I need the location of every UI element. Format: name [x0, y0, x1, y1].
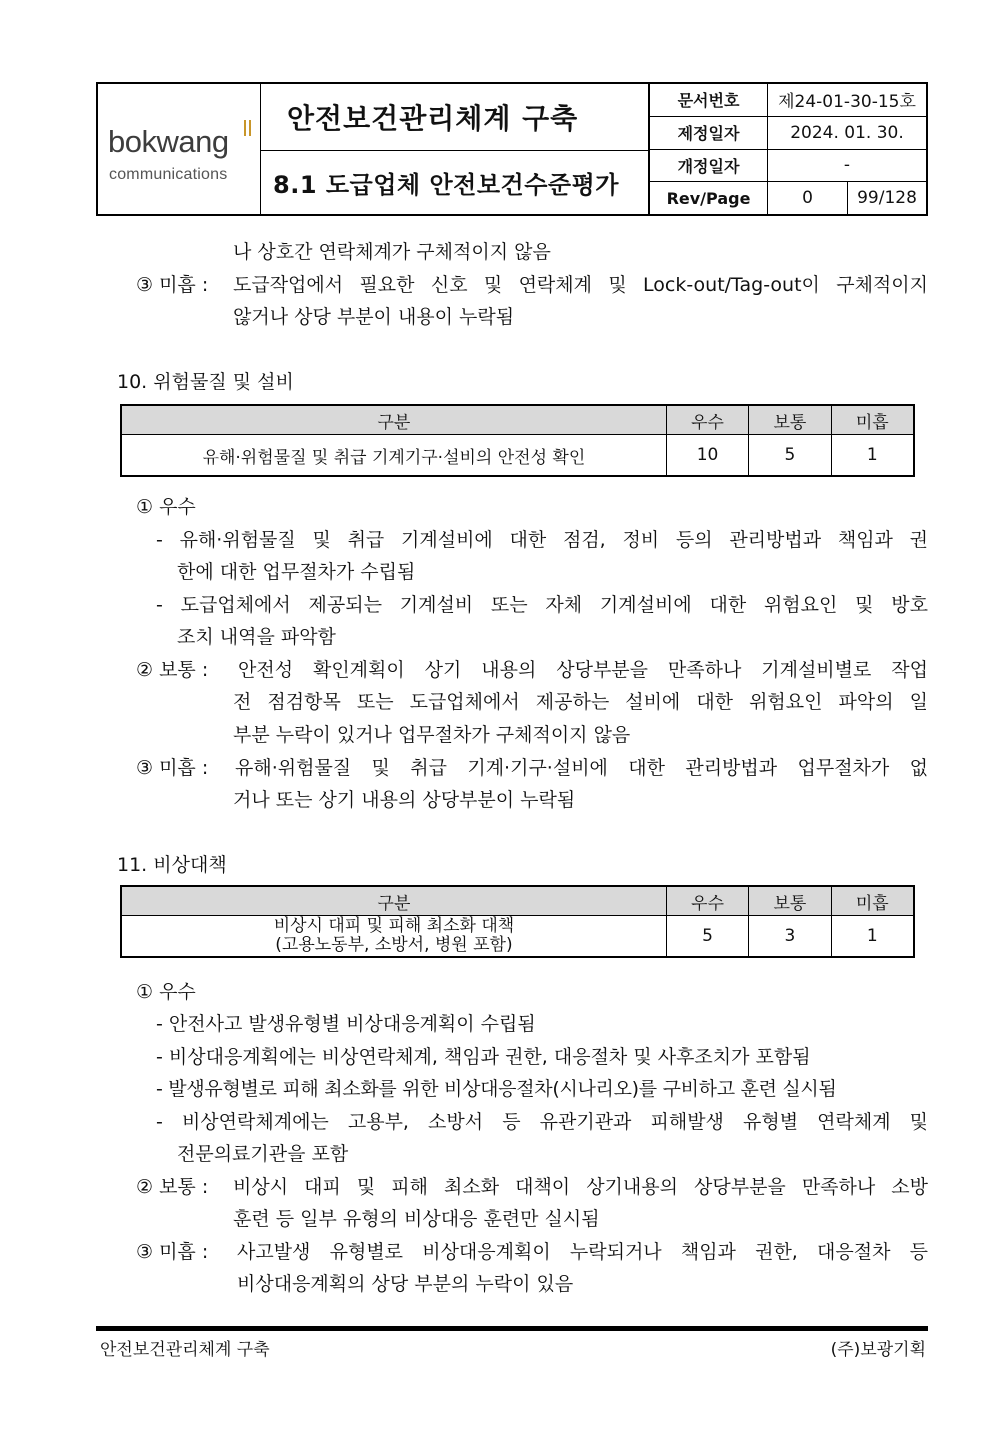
header-meta-table [650, 84, 926, 214]
body-text: 사고발생 유형별로 비상대응계획이 누락되거나 책임과 권한, 대응절차 등 [237, 1241, 928, 1263]
bullet-text: - 안전사고 발생유형별 비상대응계획이 수립됨 [156, 1013, 536, 1035]
company-logo [98, 84, 261, 214]
bullet-text: 한에 대한 업무절차가 수립됨 [177, 561, 416, 583]
table-cell: 유해·위험물질 및 취급 기계기구·설비의 안전성 확인 [121, 435, 666, 477]
table-header: 구분 [121, 405, 666, 435]
item-marker: ③ 미흡 : [136, 1241, 209, 1263]
bullet-text: - 비상대응계획에는 비상연락체계, 책임과 권한, 대응절차 및 사후조치가 포함됨 [156, 1046, 811, 1068]
item-marker: ① 우수 [136, 981, 196, 1003]
item-marker: ② 보통 : [136, 659, 209, 681]
table-header: 보통 [749, 405, 831, 435]
rev-page-label: Rev/Page [650, 182, 768, 214]
bullet-text: 전문의료기관을 포함 [177, 1143, 349, 1165]
item-marker: ② 보통 : [136, 1176, 209, 1198]
body-text: 비상대응계획의 상당 부분의 누락이 있음 [237, 1273, 574, 1295]
table-cell-line: (고용노동부, 소방서, 병원 포함) [275, 935, 513, 955]
logo-wordmark: bokwang [108, 124, 229, 159]
logo-subtitle: communications [109, 166, 228, 183]
section-heading: 10. 위험물질 및 설비 [117, 371, 294, 393]
table-header: 미흡 [831, 886, 914, 916]
table-cell: 1 [831, 916, 914, 958]
table-cell: 5 [666, 916, 748, 958]
table-cell-line: 비상시 대피 및 피해 최소화 대책 [273, 916, 515, 936]
score-table [120, 885, 915, 958]
body-text: 훈련 등 일부 유형의 비상대응 훈련만 실시됨 [233, 1208, 600, 1230]
doc-number-value: 제24-01-30-15호 [778, 92, 916, 113]
table-cell: 10 [666, 435, 748, 477]
body-text: 비상시 대피 및 피해 최소화 대책이 상기내용의 상당부분을 만족하나 소방 [233, 1176, 928, 1198]
enact-date-value: 2024. 01. 30. [790, 122, 904, 143]
table-cell [121, 916, 666, 958]
body-text: 나 상호간 연락체계가 구체적이지 않음 [233, 241, 551, 263]
header-title-block [261, 84, 650, 214]
score-table [120, 404, 915, 477]
section-heading: 11. 비상대책 [117, 854, 227, 876]
bullet-text: - 발생유형별로 피해 최소화를 위한 비상대응절차(시나리오)를 구비하고 훈련 실시됨 [156, 1078, 837, 1100]
doc-number-label: 문서번호 [650, 84, 768, 116]
item-marker: ③ 미흡 : [136, 757, 209, 779]
bullet-text: - 비상연락체계에는 고용부, 소방서 등 유관기관과 피해발생 유형별 연락체계 및 [156, 1111, 928, 1133]
document-subtitle: 8.1 도급업체 안전보건수준평가 [273, 171, 619, 199]
bullet-text: - 도급업체에서 제공되는 기계설비 또는 자체 기계설비에 대한 위험요인 및 방호 [156, 594, 928, 616]
table-header: 우수 [666, 405, 748, 435]
footer-rule [96, 1326, 928, 1331]
bullet-text: - 유해·위험물질 및 취급 기계설비에 대한 점검, 정비 등의 관리방법과 책임과 권 [156, 529, 928, 551]
document-title: 안전보건관리체계 구축 [261, 84, 648, 151]
logo-accent-bars [244, 120, 252, 136]
footer-company: (주)보광기획 [830, 1340, 926, 1360]
table-cell: 1 [831, 435, 914, 477]
body-text: 유해·위험물질 및 취급 기계·기구·설비에 대한 관리방법과 업무절차가 없 [235, 757, 928, 779]
table-header: 미흡 [831, 405, 914, 435]
revision-value: 0 [768, 182, 848, 214]
table-cell: 3 [749, 916, 831, 958]
body-text: 도급작업에서 필요한 신호 및 연락체계 및 Lock-out/Tag-out이 구체적이지 [233, 274, 928, 296]
body-text: 전 점검항목 또는 도급업체에서 제공하는 설비에 대한 위험요인 파악의 일 [233, 691, 928, 713]
item-marker: ① 우수 [136, 496, 196, 518]
bullet-text: 조치 내역을 파악함 [177, 626, 336, 648]
table-header: 보통 [749, 886, 831, 916]
enact-date-label: 제정일자 [650, 117, 768, 149]
footer-left-text: 안전보건관리체계 구축 [100, 1340, 270, 1360]
body-text: 안전성 확인계획이 상기 내용의 상당부분을 만족하나 기계설비별로 작업 [238, 659, 928, 681]
table-header: 우수 [666, 886, 748, 916]
item-marker: ③ 미흡 : [136, 274, 209, 296]
revise-date-label: 개정일자 [650, 150, 768, 182]
page-number: 99/128 [857, 188, 917, 209]
body-text: 않거나 상당 부분이 내용이 누락됨 [233, 306, 515, 328]
table-cell: 5 [749, 435, 831, 477]
body-text: 부분 누락이 있거나 업무절차가 구체적이지 않음 [233, 724, 631, 746]
body-text: 거나 또는 상기 내용의 상당부분이 누락됨 [233, 789, 576, 811]
document-header [96, 82, 928, 216]
revise-date-value: - [843, 155, 851, 176]
table-header: 구분 [121, 886, 666, 916]
